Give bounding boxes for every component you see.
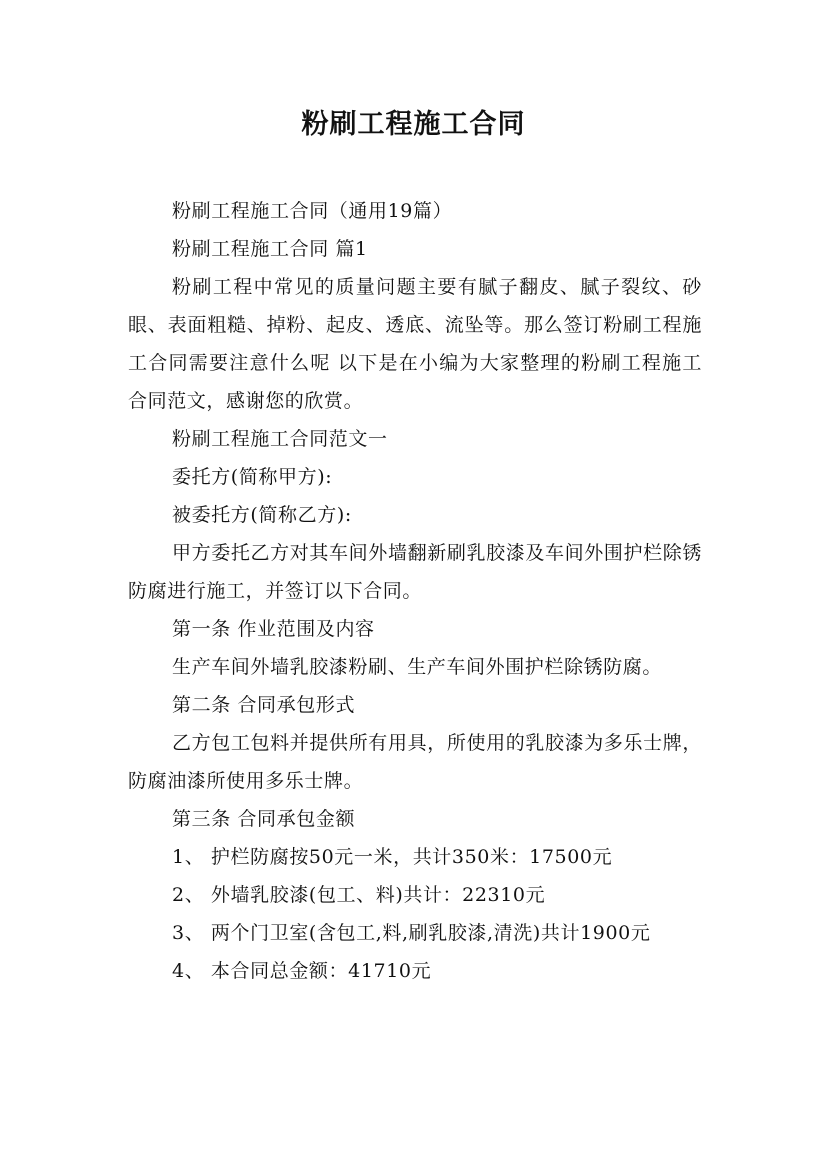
- paragraph-contract-form: 乙方包工包料并提供所有用具，所使用的乳胶漆为多乐士牌，防腐油漆所使用多乐士牌。: [128, 732, 702, 792]
- paragraph-item-2: 2、 外墙乳胶漆(包工、料)共计：22310元: [172, 884, 546, 906]
- paragraph-section-label: 粉刷工程施工合同 篇1: [172, 238, 368, 260]
- paragraph-party-b: 被委托方(简称乙方):: [172, 504, 352, 526]
- document-title: 粉刷工程施工合同: [301, 109, 526, 140]
- paragraph-intro: 粉刷工程中常见的质量问题主要有腻子翻皮、腻子裂纹、砂眼、表面粗糙、掉粉、起皮、透底、流坠等。那么签订粉刷工程施工合同需要注意什么呢 以下是在小编为大家整理的粉刷工程施工合同范文，感谢您的欣赏。: [128, 276, 702, 412]
- paragraph-article-1: 第一条 作业范围及内容: [172, 618, 375, 640]
- paragraph-item-3: 3、 两个门卫室(含包工,料,刷乳胶漆,清洗)共计1900元: [172, 922, 651, 944]
- paragraph-item-1: 1、 护栏防腐按50元一米，共计350米：17500元: [172, 846, 613, 868]
- paragraph-item-4: 4、 本合同总金额：41710元: [172, 960, 432, 982]
- paragraph-heading: 粉刷工程施工合同（通用19篇）: [172, 200, 453, 222]
- paragraph-article-3: 第三条 合同承包金额: [172, 808, 356, 830]
- paragraph-commission: 甲方委托乙方对其车间外墙翻新刷乳胶漆及车间外围护栏除锈防腐进行施工，并签订以下合同。: [128, 542, 702, 602]
- paragraph-party-a: 委托方(简称甲方):: [172, 466, 333, 488]
- paragraph-article-2: 第二条 合同承包形式: [172, 694, 356, 716]
- document-body: [128, 192, 702, 990]
- paragraph-scope: 生产车间外墙乳胶漆粉刷、生产车间外围护栏除锈防腐。: [172, 656, 663, 678]
- paragraph-sample-title: 粉刷工程施工合同范文一: [172, 428, 388, 450]
